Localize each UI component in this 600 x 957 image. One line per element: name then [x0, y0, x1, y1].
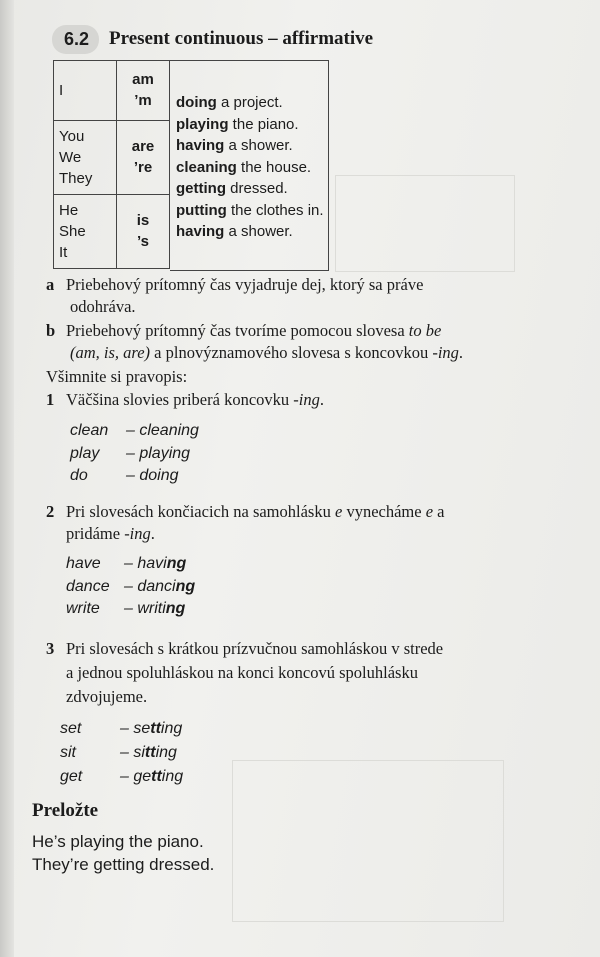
rule-label: a — [46, 275, 55, 294]
spelling-note: Všimnite si pravopis: — [46, 367, 188, 386]
form-are: are — [131, 138, 155, 156]
rule-text: odohráva. — [70, 297, 136, 316]
rule-3: 3 Pri slovesách s krátkou prízvučnou samohláskou v strede a jednou spoluhláskou na konci koncovú spoluhlásku zdvojujeme. — [46, 639, 444, 706]
rule-b: b Priebehový prítomný čas tvoríme pomocou slovesa to be (am, is, are) a plnovýznamového slovesa s koncovkou -ing. — [46, 321, 464, 362]
ending-line: playing the piano. — [176, 115, 299, 133]
subject-cell — [54, 61, 117, 121]
subject-i: I — [59, 81, 64, 99]
example-row: get – getting — [60, 768, 184, 785]
ending-line: getting dressed. — [176, 180, 288, 197]
example-row: sit – sitting — [60, 744, 177, 761]
example-row: do – doing — [70, 467, 179, 484]
section-title: Present continuous – affirmative — [109, 28, 374, 49]
example-row: dance – dancing — [66, 577, 196, 595]
rule-1-examples — [70, 420, 199, 488]
page-edge — [0, 0, 14, 957]
form-m-contracted: ’m — [134, 92, 152, 110]
table-row — [54, 194, 170, 268]
translate-line: He’s playing the piano. — [32, 832, 204, 851]
section-number: 6.2 — [52, 25, 99, 54]
verb-form-cell — [117, 120, 170, 194]
rule-2: 2 Pri slovesách končiacich na samohlásku e vynecháme e a pridáme -ing. — [46, 502, 445, 543]
verb-form-cell — [117, 194, 170, 268]
rule-2-examples — [66, 553, 195, 621]
subject-he: He — [59, 201, 79, 219]
ghost-box — [335, 175, 515, 272]
rule-1: 1 Väčšina slovies priberá koncovku -ing. — [46, 390, 324, 409]
example-row: clean – cleaning — [70, 422, 199, 439]
ghost-box — [232, 760, 504, 922]
ending-line: having a shower. — [176, 223, 293, 240]
ending-line: doing a project. — [176, 94, 283, 111]
ending-line: having a shower. — [176, 137, 293, 154]
ending-line: putting the clothes in. — [176, 201, 324, 219]
subject-we: We — [59, 148, 82, 166]
verb-form-cell — [117, 61, 170, 121]
example-row: play – playing — [70, 444, 191, 462]
rule-3-examples — [60, 717, 183, 789]
section-header — [52, 20, 373, 58]
ending-line: cleaning the house. — [176, 158, 312, 176]
subject-it: It — [59, 243, 68, 261]
subject-she: She — [59, 222, 86, 240]
example-row: have – having — [66, 555, 187, 572]
form-s-contracted: ’s — [137, 233, 149, 251]
subject-cell — [54, 194, 117, 268]
form-re-contracted: ’re — [133, 159, 153, 177]
table-row — [54, 61, 170, 121]
translate-line: They’re getting dressed. — [32, 855, 215, 874]
example-row: set – setting — [60, 720, 183, 737]
endings-list — [176, 92, 324, 243]
example-row: write – writing — [66, 600, 186, 617]
subject-they: They — [59, 169, 93, 187]
form-am: am — [132, 71, 154, 89]
rule-text: Priebehový prítomný čas vyjadruje dej, ktorý sa práve — [66, 275, 424, 294]
subject-cell — [54, 120, 117, 194]
translate-heading: Preložte — [32, 800, 99, 821]
subject-you: You — [59, 127, 85, 145]
conjugation-table — [53, 60, 170, 269]
rule-label: b — [46, 321, 56, 340]
rule-a — [46, 274, 423, 318]
table-row — [54, 120, 170, 194]
translate-sentences — [32, 830, 214, 876]
form-is: is — [136, 212, 150, 230]
